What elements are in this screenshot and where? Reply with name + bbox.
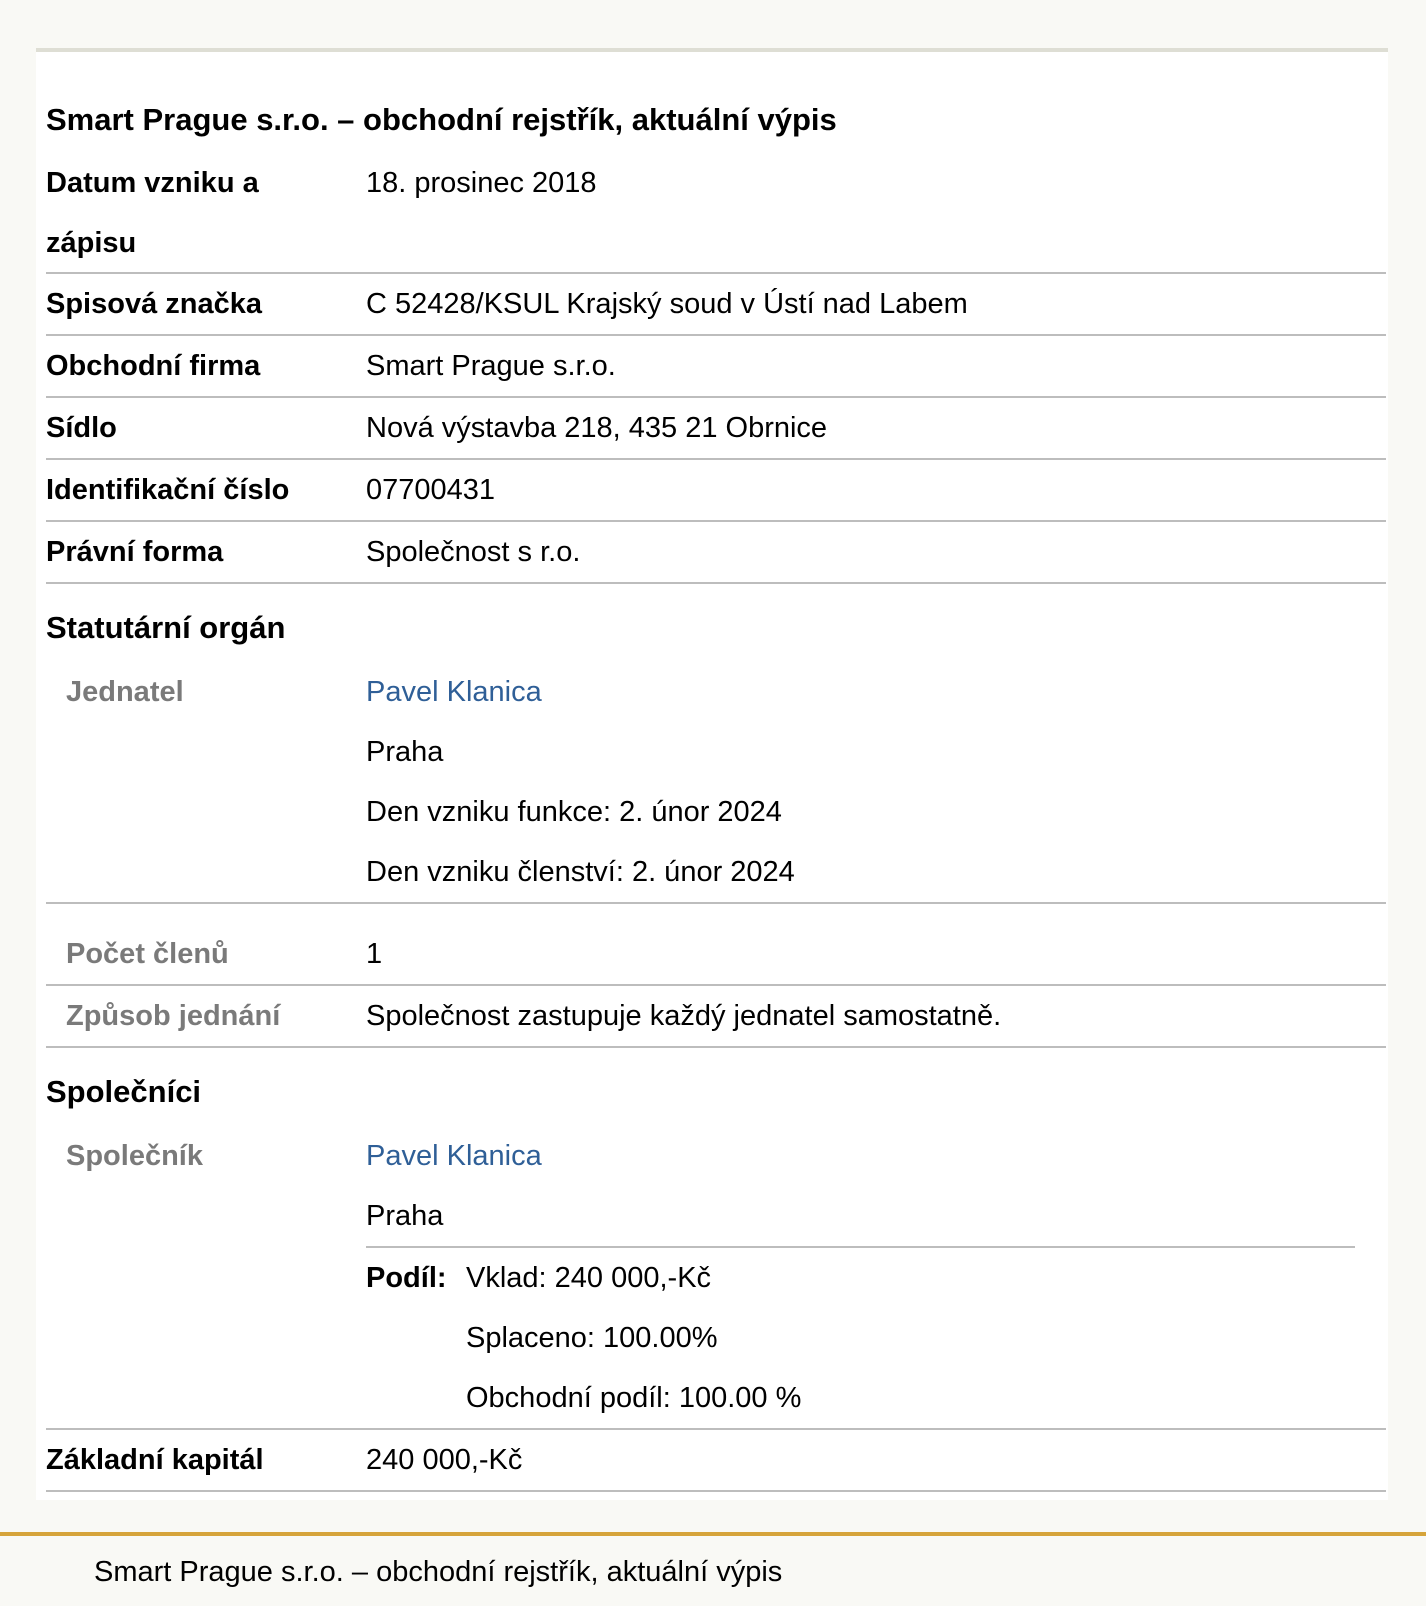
value-den-vzniku-funkce: Den vzniku funkce: 2. únor 2024	[366, 796, 782, 828]
row-divider	[46, 1046, 1386, 1048]
value-obchodni-podil: Obchodní podíl: 100.00 %	[466, 1382, 802, 1414]
value-pravni-forma: Společnost s r.o.	[366, 536, 581, 568]
value-sidlo: Nová výstavba 218, 435 21 Obrnice	[366, 412, 828, 444]
label-pravni-forma: Právní forma	[46, 536, 224, 568]
section-heading-spolecnici: Společníci	[46, 1074, 202, 1109]
link-jednatel-name[interactable]: Pavel Klanica	[366, 676, 542, 708]
value-pocet-clenu: 1	[366, 938, 383, 970]
value-zpusob-jednani: Společnost zastupuje každý jednatel samostatně.	[366, 1000, 1002, 1032]
page-title: Smart Prague s.r.o. – obchodní rejstřík, aktuální výpis	[46, 102, 837, 137]
label-identifikacni-cislo: Identifikační číslo	[46, 474, 290, 506]
value-spisova-znacka: C 52428/KSUL Krajský soud v Ústí nad Labem	[366, 288, 968, 320]
row-divider	[46, 1490, 1386, 1492]
label-spolecnik: Společník	[66, 1140, 203, 1172]
row-divider	[46, 520, 1386, 522]
row-divider	[46, 582, 1386, 584]
value-zakladni-kapital: 240 000,-Kč	[366, 1444, 523, 1476]
label-jednatel: Jednatel	[66, 676, 184, 708]
link-spolecnik-name[interactable]: Pavel Klanica	[366, 1140, 542, 1172]
value-splaceno: Splaceno: 100.00%	[466, 1322, 718, 1354]
value-identifikacni-cislo: 07700431	[366, 474, 496, 506]
label-sidlo: Sídlo	[46, 412, 117, 444]
row-divider	[46, 902, 1386, 904]
label-podil: Podíl:	[366, 1262, 447, 1294]
label-spisova-znacka: Spisová značka	[46, 288, 262, 320]
footer-divider	[0, 1532, 1426, 1536]
value-obchodni-firma: Smart Prague s.r.o.	[366, 350, 616, 382]
footer-title: Smart Prague s.r.o. – obchodní rejstřík, aktuální výpis	[94, 1556, 783, 1588]
section-heading-statutarni-organ: Statutární orgán	[46, 610, 286, 645]
label-obchodni-firma: Obchodní firma	[46, 350, 261, 382]
value-spolecnik-city: Praha	[366, 1200, 444, 1232]
value-vklad: Vklad: 240 000,-Kč	[466, 1262, 712, 1294]
value-jednatel-city: Praha	[366, 736, 444, 768]
label-zpusob-jednani: Způsob jednání	[66, 1000, 281, 1032]
label-datum-vzniku: Datum vzniku a zápisu	[46, 167, 259, 259]
label-pocet-clenu: Počet členů	[66, 938, 229, 970]
label-zakladni-kapital: Základní kapitál	[46, 1444, 264, 1476]
value-den-vzniku-clenstvi: Den vzniku členství: 2. únor 2024	[366, 856, 795, 888]
value-datum-vzniku: 18. prosinec 2018	[366, 167, 597, 199]
